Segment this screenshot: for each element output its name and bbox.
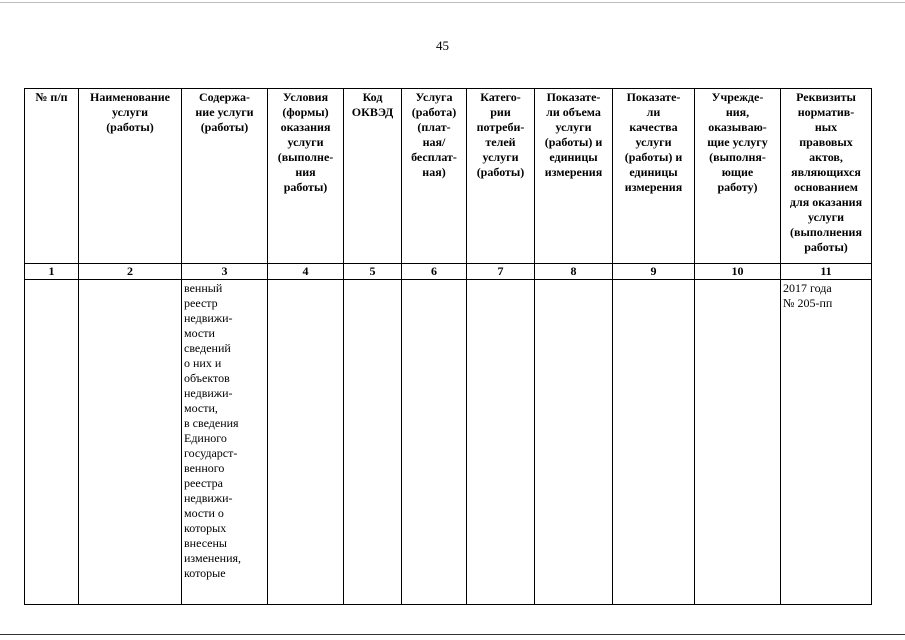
header-cell-service-content: Содержа- ние услуги (работы)	[182, 89, 268, 264]
header-cell-institutions: Учрежде- ния, оказываю- щие услугу (выполня- ющие работу)	[695, 89, 781, 264]
column-number: 6	[402, 264, 467, 280]
cell-legal-acts: 2017 года № 205-пп	[781, 280, 872, 605]
header-cell-okved-code: Код ОКВЭД	[344, 89, 402, 264]
scan-edge-bottom	[0, 634, 905, 635]
header-cell-legal-acts: Реквизиты норматив- ных правовых актов, являющихся основанием для оказания услуги (выполнения работы)	[781, 89, 872, 264]
services-table	[24, 88, 872, 605]
cell-consumer-categories	[467, 280, 535, 605]
column-number: 9	[613, 264, 695, 280]
cell-paid-free	[402, 280, 467, 605]
column-number: 2	[79, 264, 182, 280]
cell-number	[25, 280, 79, 605]
column-number-row	[25, 264, 872, 280]
page-number: 45	[436, 38, 449, 53]
column-number: 11	[781, 264, 872, 280]
header-cell-volume-indicators: Показате- ли объема услуги (работы) и единицы измерения	[535, 89, 613, 264]
header-cell-number: № п/п	[25, 89, 79, 264]
cell-service-content: венный реестр недвижи- мости сведений о них и объектов недвижи- мости, в сведения Единого государст- венного реестра недвижи- мости о которых внесены изменения, которые	[182, 280, 268, 605]
scan-edge-top	[0, 2, 905, 3]
column-number: 3	[182, 264, 268, 280]
header-row	[25, 89, 872, 264]
header-cell-service-name: Наименование услуги (работы)	[79, 89, 182, 264]
cell-institutions	[695, 280, 781, 605]
column-number: 4	[268, 264, 344, 280]
cell-volume-indicators	[535, 280, 613, 605]
column-number: 10	[695, 264, 781, 280]
header-cell-paid-free: Услуга (работа) (плат- ная/ бесплат- ная)	[402, 89, 467, 264]
column-number: 7	[467, 264, 535, 280]
column-number: 5	[344, 264, 402, 280]
column-number: 1	[25, 264, 79, 280]
header-cell-consumer-categories: Катего- рии потреби- телей услуги (работы)	[467, 89, 535, 264]
header-cell-conditions: Условия (формы) оказания услуги (выполне- ния работы)	[268, 89, 344, 264]
table-row	[25, 280, 872, 605]
cell-okved-code	[344, 280, 402, 605]
column-number: 8	[535, 264, 613, 280]
header-cell-quality-indicators: Показате- ли качества услуги (работы) и единицы измерения	[613, 89, 695, 264]
cell-quality-indicators	[613, 280, 695, 605]
cell-conditions	[268, 280, 344, 605]
cell-service-name	[79, 280, 182, 605]
